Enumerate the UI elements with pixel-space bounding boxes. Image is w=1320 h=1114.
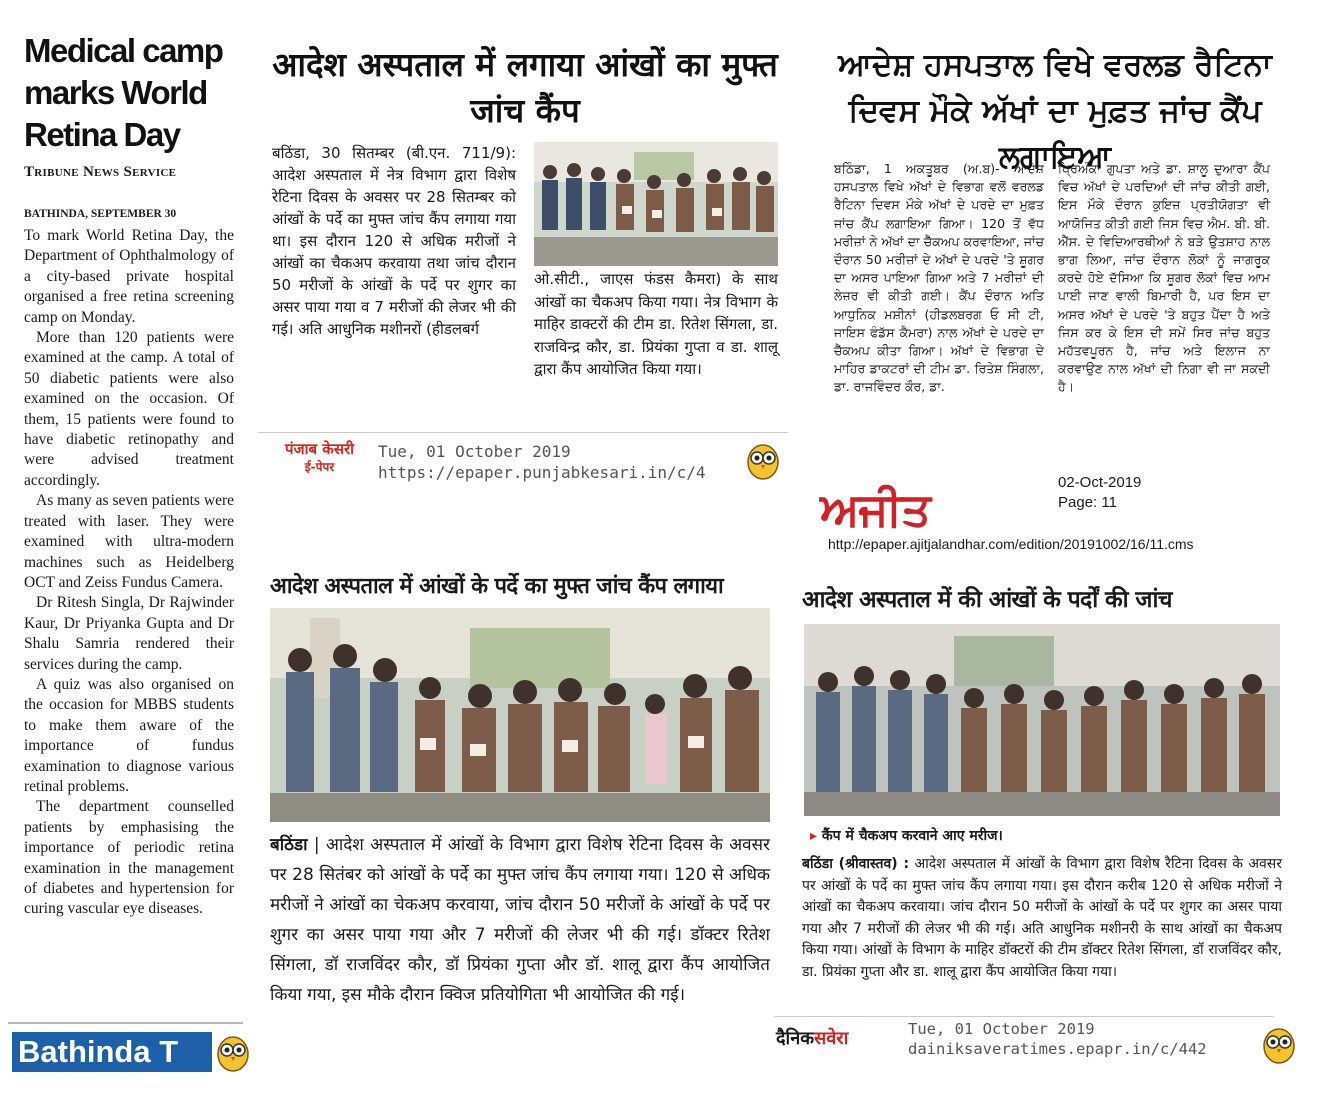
punjab-kesari-url[interactable]: https://epaper.punjabkesari.in/c/4: [378, 463, 706, 482]
owl-icon: [1262, 1022, 1296, 1064]
tribune-logo: Bathinda T: [12, 1032, 212, 1072]
clip-lead: बठिंडा: [270, 835, 308, 855]
tribune-article-body: [24, 226, 234, 920]
ajit-headline: ਆਦੇਸ਼ ਹਸਪਤਾਲ ਵਿਖੇ ਵਰਲਡ ਰੈਟਿਨਾ ਦਿਵਸ ਮੌਕੇ ਅੱਖਾਂ ਦਾ ਮੁਫ਼ਤ ਜਾਂਚ ਕੈਂਪ ਲਗਾਇਆ: [838, 47, 1272, 175]
owl-icon: [216, 1030, 250, 1072]
clip-article-body: बठिंडा | आदेश अस्पताल में आंखों के विभाग द्वारा विशेष रेटिना दिवस के अवसर पर 28 सितंबर को आंखों के पर्दे का मुफ्त जांच कैंप लगाया गया। 120 से अधिक मरीजों ने आंखों का चेकअप करवाया, जांच दौरान 50 मरीजों के आंखों के पर्दे पर शुगर का असर पाया गया और 7 मरीजों की लेजर भी की गई। डॉक्टर रितेश सिंगला, डॉ राजविंदर कौर, डॉ प्रियंका गुप्ता और डॉ. शालू द्वारा कैंप आयोजित किया गया, इस मौके दौरान क्विज प्रतियोगिता भी आयोजित की गई।: [270, 835, 770, 1005]
tribune-paragraph: To mark World Retina Day, the Department of Ophthalmology of a city-based private hospital organised a free retina screening camp on Monday.: [24, 227, 234, 326]
punjab-kesari-logo-subtitle: ई-पेपर: [304, 460, 335, 474]
caption-text: कैंप में चैकअप करवाने आए मरीज।: [821, 828, 1003, 844]
dainik-savera-url[interactable]: dainiksaveratimes.epapr.in/c/442: [908, 1040, 1207, 1058]
dainik-savera-logo-part-1: दैनिक: [776, 1028, 815, 1049]
ajit-column-2: ਪ੍ਰਿਅੰਕਾ ਗੁਪਤਾ ਅਤੇ ਡਾ. ਸ਼ਾਲੂ ਦੁਆਰਾ ਕੈਂਪ ਵਿਚ ਅੱਖਾਂ ਦੇ ਪਰਦਿਆਂ ਦੀ ਜਾਂਚ ਕੀਤੀ ਗਈ, ਇਸ ਮੌਕੇ ਦੌਰਾਨ ਕੁਇਜ਼ ਪ੍ਰਤੀਯੋਗਤਾ ਵੀ ਆਯੋਜਿਤ ਕੀਤੀ ਗਈ ਜਿਸ ਵਿਚ ਐਮ. ਬੀ. ਬੀ. ਐੱਸ. ਦੇ ਵਿਦਿਆਰਥੀਆਂ ਨੇ ਬੜੇ ਉਤਸ਼ਾਹ ਨਾਲ ਭਾਗ ਲਿਆ, ਜਾਂਚ ਦੌਰਾਨ ਲੋਕਾਂ ਨੂੰ ਜਾਗਰੂਕ ਕਰਦੇ ਹੋਏ ਦੱਸਿਆ ਕਿ ਸ਼ੂਗਰ ਲੋਕਾਂ ਵਿਚ ਆਮ ਪਾਈ ਜਾਣ ਵਾਲੀ ਬਿਮਾਰੀ ਹੈ, ਪਰ ਇਸ ਦਾ ਅਸਰ ਅੱਖਾਂ ਦੇ ਪਰਦੇ 'ਤੇ ਬਹੁਤ ਪੈਂਦਾ ਹੈ ਅਤੇ ਜਿਸ ਕਰ ਕੇ ਇਸ ਦੀ ਸਮੇਂ ਸਿਰ ਜਾਂਚ ਬਹੁਤ ਮਹੱਤਵਪੂਰਨ ਹੈ, ਜਾਂਚ ਅਤੇ ਇਲਾਜ ਨਾ ਕਰਵਾਉਣ ਨਾਲ ਅੱਖਾਂ ਦੀ ਨਿਗਾ ਵੀ ਜਾ ਸਕਦੀ ਹੈ।: [1058, 161, 1270, 395]
tribune-headline: Medical camp marks World Retina Day: [24, 32, 223, 153]
clip-headline: आदेश अस्पताल में आंखों के पर्दे का मुफ्त जांच कैंप लगाया: [270, 574, 724, 599]
owl-icon: [746, 438, 780, 480]
caption-arrow-icon: ▸: [810, 828, 822, 844]
photo-caption: [810, 826, 1003, 845]
ajit-column-1: ਬਠਿੰਡਾ, 1 ਅਕਤੂਬਰ (ਅ.ਬ)- ਆਦੇਸ਼ ਹਸਪਤਾਲ ਵਿਖੇ ਅੱਖਾਂ ਦੇ ਵਿਭਾਗ ਵਲੋਂ ਵਰਲਡ ਰੈਟਿਨਾ ਦਿਵਸ ਮੌਕੇ ਅੱਖਾਂ ਦੇ ਪਰਦੇ ਦਾ ਮੁਫ਼ਤ ਜਾਂਚ ਕੈਂਪ ਲਗਾਇਆ ਗਿਆ। 120 ਤੋਂ ਵੱਧ ਮਰੀਜ਼ਾਂ ਨੇ ਅੱਖਾਂ ਦਾ ਚੈੱਕਅਪ ਕਰਵਾਇਆ, ਜਾਂਚ ਦੌਰਾਨ 50 ਮਰੀਜ਼ਾਂ ਦੇ ਅੱਖਾਂ ਦੇ ਪਰਦੇ 'ਤੇ ਸ਼ੂਗਰ ਦਾ ਅਸਰ ਪਾਇਆ ਗਿਆ ਅਤੇ 7 ਮਰੀਜ਼ਾਂ ਦੀ ਲੇਜ਼ਰ ਵੀ ਕੀਤੀ ਗਈ। ਕੈਂਪ ਦੌਰਾਨ ਅਤਿ ਆਧੁਨਿਕ ਮਸ਼ੀਨਾਂ (ਹੀਡਲਬਰਗ ਓ ਸੀ ਟੀ, ਜਾਇਸ ਫੰਡੱਸ ਕੈਮਰਾ) ਨਾਲ ਅੱਖਾਂ ਦੇ ਪਰਦੇ ਦਾ ਚੈੱਕਅਪ ਕੀਤਾ ਗਿਆ। ਅੱਖਾਂ ਦੇ ਵਿਭਾਗ ਦੇ ਮਾਹਿਰ ਡਾਕਟਰਾਂ ਦੀ ਟੀਮ ਡਾ. ਰਿਤੇਸ਼ ਸਿੰਗਲਾ, ਡਾ. ਰਾਜਵਿੰਦਰ ਕੌਰ, ਡਾ.: [834, 161, 1044, 395]
punjab-kesari-date: Tue, 01 October 2019: [378, 442, 571, 461]
dainik-savera-body-text: आदेश अस्पताल में आंखों के विभाग द्वारा विशेष रैटिना दिवस के अवसर पर आंखों के पर्दे का मुफ्त जांच कैंप लगाया गया। इस दौरान करीब 120 से अधिक मरीजों ने आंखों का चैकअप करवाया। जांच दौरान 50 मरीजों के आंखों के पर्दे पर शुगर का असर पाया गया और 7 मरीजों की लेजर भी की गई। अति आधुनिक मशीनरी के साथ आंखों का चैकअप किया गया। आंखों के विभाग के माहिर डॉक्टरों की टीम डॉक्टर रितेश सिंगला, डॉ राजविंदर कौर, डा. प्रियंका गुप्ता और डा. शालू द्वारा कैंप आयोजित किया गया।: [802, 856, 1282, 980]
divider: [774, 1016, 1274, 1017]
punjab-kesari-body-part-1: बठिंडा, 30 सितम्बर (बी.एन. 711/9): आदेश अस्पताल में नेत्र विभाग द्वारा विशेष रेटिना दिवस के अवसर पर 28 सितम्बर को आंखों के पर्दे का मुफ्त जांच कैंप लगाया गया था। इस दौरान 120 से अधिक मरीजों ने आंखों का चैकअप करवाया तथा जांच दौरान 50 मरीजों के आंखों के पर्दे पर शुगर का असर पाया गया व 7 मरीजों की लेजर भी की गई। अति आधुनिक मशीनरों (हीडलबर्ग: [272, 144, 516, 338]
dainik-savera-headline: आदेश अस्पताल में की आंखों के पर्दों की जांच: [802, 587, 1172, 613]
clip-body-text: आदेश अस्पताल में आंखों के विभाग द्वारा विशेष रेटिना दिवस के अवसर पर 28 सितंबर को आंखों के पर्दे का मुफ्त जांच कैंप लगाया गया। 120 से अधिक मरीजों ने आंखों का चेकअप करवाया, जांच दौरान 50 मरीजों के आंखों के पर्दे पर शुगर का असर पाया गया और 7 मरीजों की लेजर भी की गई। डॉक्टर रितेश सिंगला, डॉ राजविंदर कौर, डॉ प्रियंका गुप्ता और डॉ. शालू द्वारा कैंप आयोजित किया गया, इस मौके दौरान क्विज प्रतियोगिता भी आयोजित की गई।: [270, 835, 770, 1005]
camp-group-photo: [270, 608, 770, 822]
ajit-date: 02-Oct-2019: [1058, 474, 1142, 491]
tribune-paragraph: The department counselled patients by emphasising the importance of periodic retina examination in the management of diabetes and hypertension for curing vascular eye diseases.: [24, 798, 234, 918]
ajit-logo: ਅਜੀਤ: [820, 482, 930, 536]
tribune-paragraph: Dr Ritesh Singla, Dr Rajwinder Kaur, Dr Priyanka Gupta and Dr Shalu Samria rendered their services during the camp.: [24, 594, 234, 673]
divider: [258, 432, 788, 433]
punjab-kesari-body-part-2: ओ.सीटी., जाएस फंडस कैमरा) के साथ आंखों का चैकअप किया गया। नेत्र विभाग के माहिर डाक्टरों की टीम डा. रितेश सिंगला, डा. राजविन्द्र कौर, डा. प्रियंका गुप्ता व डा. शालू द्वारा कैंप आयोजित किया गया।: [534, 270, 778, 378]
dainik-savera-logo-part-2: सवेरा: [814, 1028, 849, 1049]
dainik-savera-logo: [776, 1028, 848, 1050]
tribune-dateline: BATHINDA, SEPTEMBER 30: [24, 208, 177, 220]
tribune-paragraph: More than 120 patients were examined at the camp. A total of 50 diabetic patients were also examined on the occasion. Of them, 15 patients were found to have diabetic retinopathy and were advised treatment accordingly.: [24, 329, 234, 489]
tribune-byline: Tribune News Service: [24, 164, 177, 180]
dainik-savera-lead: बठिंडा (श्रीवास्तव) :: [802, 856, 910, 872]
dainik-savera-article-body: [802, 854, 1282, 984]
tribune-paragraph: A quiz was also organised on the occasion for MBBS students to make them aware of the importance of fundus examination to diagnose various retinal problems.: [24, 675, 234, 795]
punjab-kesari-logo-title: पंजाब केसरी: [284, 440, 354, 458]
camp-group-photo: [534, 142, 778, 266]
ajit-url[interactable]: http://epaper.ajitjalandhar.com/edition/20191002/16/11.cms: [828, 536, 1194, 552]
camp-group-photo: [804, 624, 1280, 816]
dainik-savera-date: Tue, 01 October 2019: [908, 1020, 1095, 1038]
ajit-page-number: Page: 11: [1058, 494, 1117, 511]
tribune-paragraph: As many as seven patients were treated with laser. They were examined with ultra-modern machines such as Heidelberg OCT and Zeiss Fundus Camera.: [24, 492, 234, 591]
punjab-kesari-headline: आदेश अस्पताल में लगाया आंखों का मुफ्त जांच कैंप: [272, 45, 778, 130]
punjab-kesari-logo: [272, 440, 367, 476]
divider: [8, 1022, 243, 1024]
